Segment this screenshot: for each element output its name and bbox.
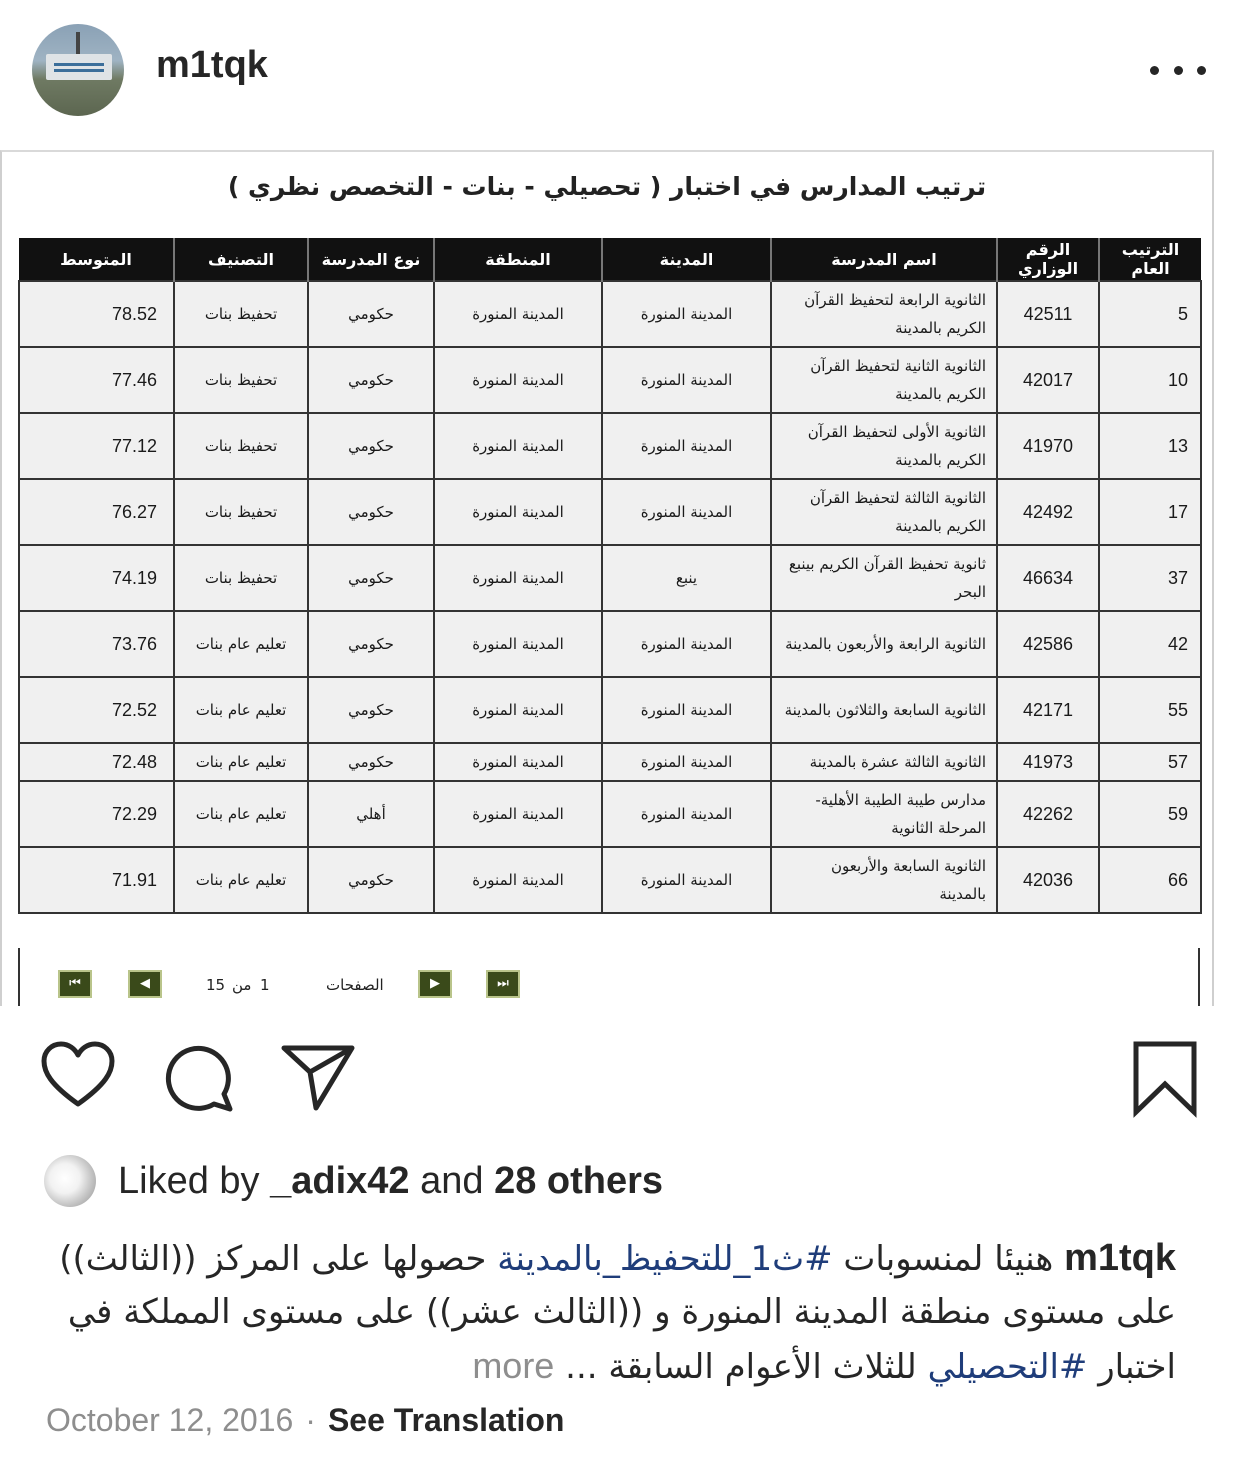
rank-cell: 37 [1099,545,1201,611]
school-name-cell: الثانوية الرابعة لتحفيظ القرآن الكريم بالمدينة [771,281,997,347]
average-cell: 71.91 [19,847,174,913]
pagination-bar [18,948,1200,1006]
category-cell: تحفيظ بنات [174,479,308,545]
likes-row [44,1152,1204,1210]
school-type-cell: حكومي [308,611,434,677]
city-cell: المدينة المنورة [602,781,771,847]
table-row [19,347,1201,413]
region-cell: المدينة المنورة [434,677,602,743]
column-header: التصنيف [174,238,308,281]
school-type-cell: حكومي [308,479,434,545]
school-type-cell: حكومي [308,347,434,413]
school-type-cell: حكومي [308,413,434,479]
school-name-cell: الثانوية الثالثة لتحفيظ القرآن الكريم بالمدينة [771,479,997,545]
action-bar [0,1030,1242,1120]
likes-prefix: Liked by [118,1160,271,1202]
city-cell: المدينة المنورة [602,847,771,913]
category-cell: تحفيظ بنات [174,413,308,479]
footer-separator: · [305,1402,316,1438]
region-cell: المدينة المنورة [434,479,602,545]
post-caption [46,1232,1176,1394]
average-cell: 73.76 [19,611,174,677]
profile-avatar[interactable] [32,24,124,116]
category-cell: تحفيظ بنات [174,545,308,611]
city-cell: المدينة المنورة [602,677,771,743]
city-cell: المدينة المنورة [602,743,771,781]
pages-label: الصفحات [326,976,384,994]
ministry-id-cell: 42511 [997,281,1099,347]
likes-others-link[interactable]: 28 others [494,1160,664,1202]
more-dots-icon[interactable] [1150,50,1206,90]
rank-cell: 55 [1099,677,1201,743]
first-page-icon[interactable]: ⏮ [58,970,92,998]
city-cell: المدينة المنورة [602,479,771,545]
caption-hashtag-school[interactable]: #ث1_للتحفيظ_بالمدينة [497,1239,833,1279]
table-row [19,781,1201,847]
caption-text-2: حصولها على المركز ((الثالث)) على مستوى منطقة المدينة المنورة و ((الثالث عشر)) على مستوى المملكة في اختبار [59,1239,1176,1387]
avatar-pole-graphic [76,32,80,56]
average-cell: 76.27 [19,479,174,545]
school-type-cell: حكومي [308,545,434,611]
document-title: ترتيب المدارس في اختبار ( تحصيلي - بنات - التخصص نظري ) [227,172,987,201]
city-cell: المدينة المنورة [602,611,771,677]
column-header: المتوسط [19,238,174,281]
table-row [19,743,1201,781]
city-cell: ينبع [602,545,771,611]
school-name-cell: ثانوية تحفيظ القرآن الكريم بينبع البحر [771,545,997,611]
category-cell: تعليم عام بنات [174,847,308,913]
caption-username[interactable]: m1tqk [1064,1237,1176,1279]
ministry-id-cell: 42036 [997,847,1099,913]
region-cell: المدينة المنورة [434,781,602,847]
see-translation-link[interactable]: See Translation [327,1402,565,1438]
ministry-id-cell: 41973 [997,743,1099,781]
school-name-cell: الثانوية السابعة والثلاثون بالمدينة [771,677,997,743]
column-header: المنطقة [434,238,602,281]
ministry-id-cell: 41970 [997,413,1099,479]
category-cell: تعليم عام بنات [174,611,308,677]
caption-ellipsis: ... [565,1347,598,1387]
last-page-icon[interactable]: ⏭ [486,970,520,998]
city-cell: المدينة المنورة [602,413,771,479]
city-cell: المدينة المنورة [602,281,771,347]
category-cell: تحفيظ بنات [174,281,308,347]
ministry-id-cell: 46634 [997,545,1099,611]
region-cell: المدينة المنورة [434,611,602,677]
column-header: اسم المدرسة [771,238,997,281]
school-name-cell: الثانوية الثانية لتحفيظ القرآن الكريم بالمدينة [771,347,997,413]
next-page-icon[interactable]: ▶ [418,970,452,998]
region-cell: المدينة المنورة [434,847,602,913]
school-name-cell: الثانوية الثالثة عشرة بالمدينة [771,743,997,781]
page-total: 15 [206,976,226,994]
ministry-id-cell: 42017 [997,347,1099,413]
caption-text-3: للثلاث الأعوام السابقة [608,1347,928,1387]
average-cell: 77.46 [19,347,174,413]
rank-cell: 5 [1099,281,1201,347]
column-header: الرقم الوزاري [997,238,1099,281]
rank-cell: 17 [1099,479,1201,545]
prev-page-icon[interactable]: ◀ [128,970,162,998]
post-footer [46,1402,564,1439]
table-row [19,413,1201,479]
school-name-cell: الثانوية الأولى لتحفيظ القرآن الكريم بالمدينة [771,413,997,479]
table-row [19,677,1201,743]
likes-middle: and [409,1160,495,1202]
column-header: المدينة [602,238,771,281]
category-cell: تعليم عام بنات [174,743,308,781]
column-header: نوع المدرسة [308,238,434,281]
comment-icon[interactable] [162,1042,236,1112]
ministry-id-cell: 42492 [997,479,1099,545]
region-cell: المدينة المنورة [434,545,602,611]
caption-hashtag-tahsili[interactable]: #التحصيلي [927,1347,1088,1387]
category-cell: تعليم عام بنات [174,677,308,743]
region-cell: المدينة المنورة [434,281,602,347]
table-row [19,281,1201,347]
average-cell: 74.19 [19,545,174,611]
page-current: 1 [260,976,270,994]
liker-username[interactable]: _adix42 [270,1160,410,1202]
rank-cell: 10 [1099,347,1201,413]
heart-icon[interactable] [40,1040,116,1110]
region-cell: المدينة المنورة [434,347,602,413]
city-cell: المدينة المنورة [602,347,771,413]
table-body [19,281,1201,913]
rank-cell: 57 [1099,743,1201,781]
post-header [0,0,1242,140]
category-cell: تعليم عام بنات [174,781,308,847]
school-type-cell: أهلي [308,781,434,847]
region-cell: المدينة المنورة [434,743,602,781]
caption-text-1: هنيئا لمنسوبات [832,1239,1054,1279]
table-row [19,611,1201,677]
send-icon[interactable] [280,1042,356,1112]
ministry-id-cell: 42262 [997,781,1099,847]
rank-cell: 59 [1099,781,1201,847]
ministry-id-cell: 42171 [997,677,1099,743]
average-cell: 72.52 [19,677,174,743]
likes-text [118,1160,663,1203]
rank-cell: 66 [1099,847,1201,913]
table-header-row [19,238,1201,281]
post-username[interactable]: m1tqk [156,44,268,86]
average-cell: 77.12 [19,413,174,479]
ranking-table [18,238,1202,914]
category-cell: تحفيظ بنات [174,347,308,413]
liker-avatar[interactable] [44,1155,96,1207]
average-cell: 72.29 [19,781,174,847]
caption-more-link[interactable]: more [472,1345,555,1386]
table-row [19,479,1201,545]
average-cell: 72.48 [19,743,174,781]
table-row [19,847,1201,913]
school-name-cell: الثانوية الرابعة والأربعون بالمدينة [771,611,997,677]
rank-cell: 13 [1099,413,1201,479]
column-header: الترتيب العام [1099,238,1201,281]
average-cell: 78.52 [19,281,174,347]
dot-icon [1197,66,1206,75]
region-cell: المدينة المنورة [434,413,602,479]
rank-cell: 42 [1099,611,1201,677]
post-date: October 12, 2016 [46,1402,294,1438]
dot-icon [1174,66,1183,75]
post-image[interactable] [0,150,1242,1006]
page-of-label: من [232,976,252,994]
ministry-id-cell: 42586 [997,611,1099,677]
avatar-sign-graphic [46,54,112,80]
school-name-cell: مدارس طيبة الطيبة الأهلية-المرحلة الثانوية [771,781,997,847]
school-type-cell: حكومي [308,281,434,347]
school-type-cell: حكومي [308,847,434,913]
school-type-cell: حكومي [308,677,434,743]
school-name-cell: الثانوية السابعة والأربعون بالمدينة [771,847,997,913]
school-type-cell: حكومي [308,743,434,781]
dot-icon [1150,66,1159,75]
table-row [19,545,1201,611]
bookmark-icon[interactable] [1130,1040,1200,1118]
